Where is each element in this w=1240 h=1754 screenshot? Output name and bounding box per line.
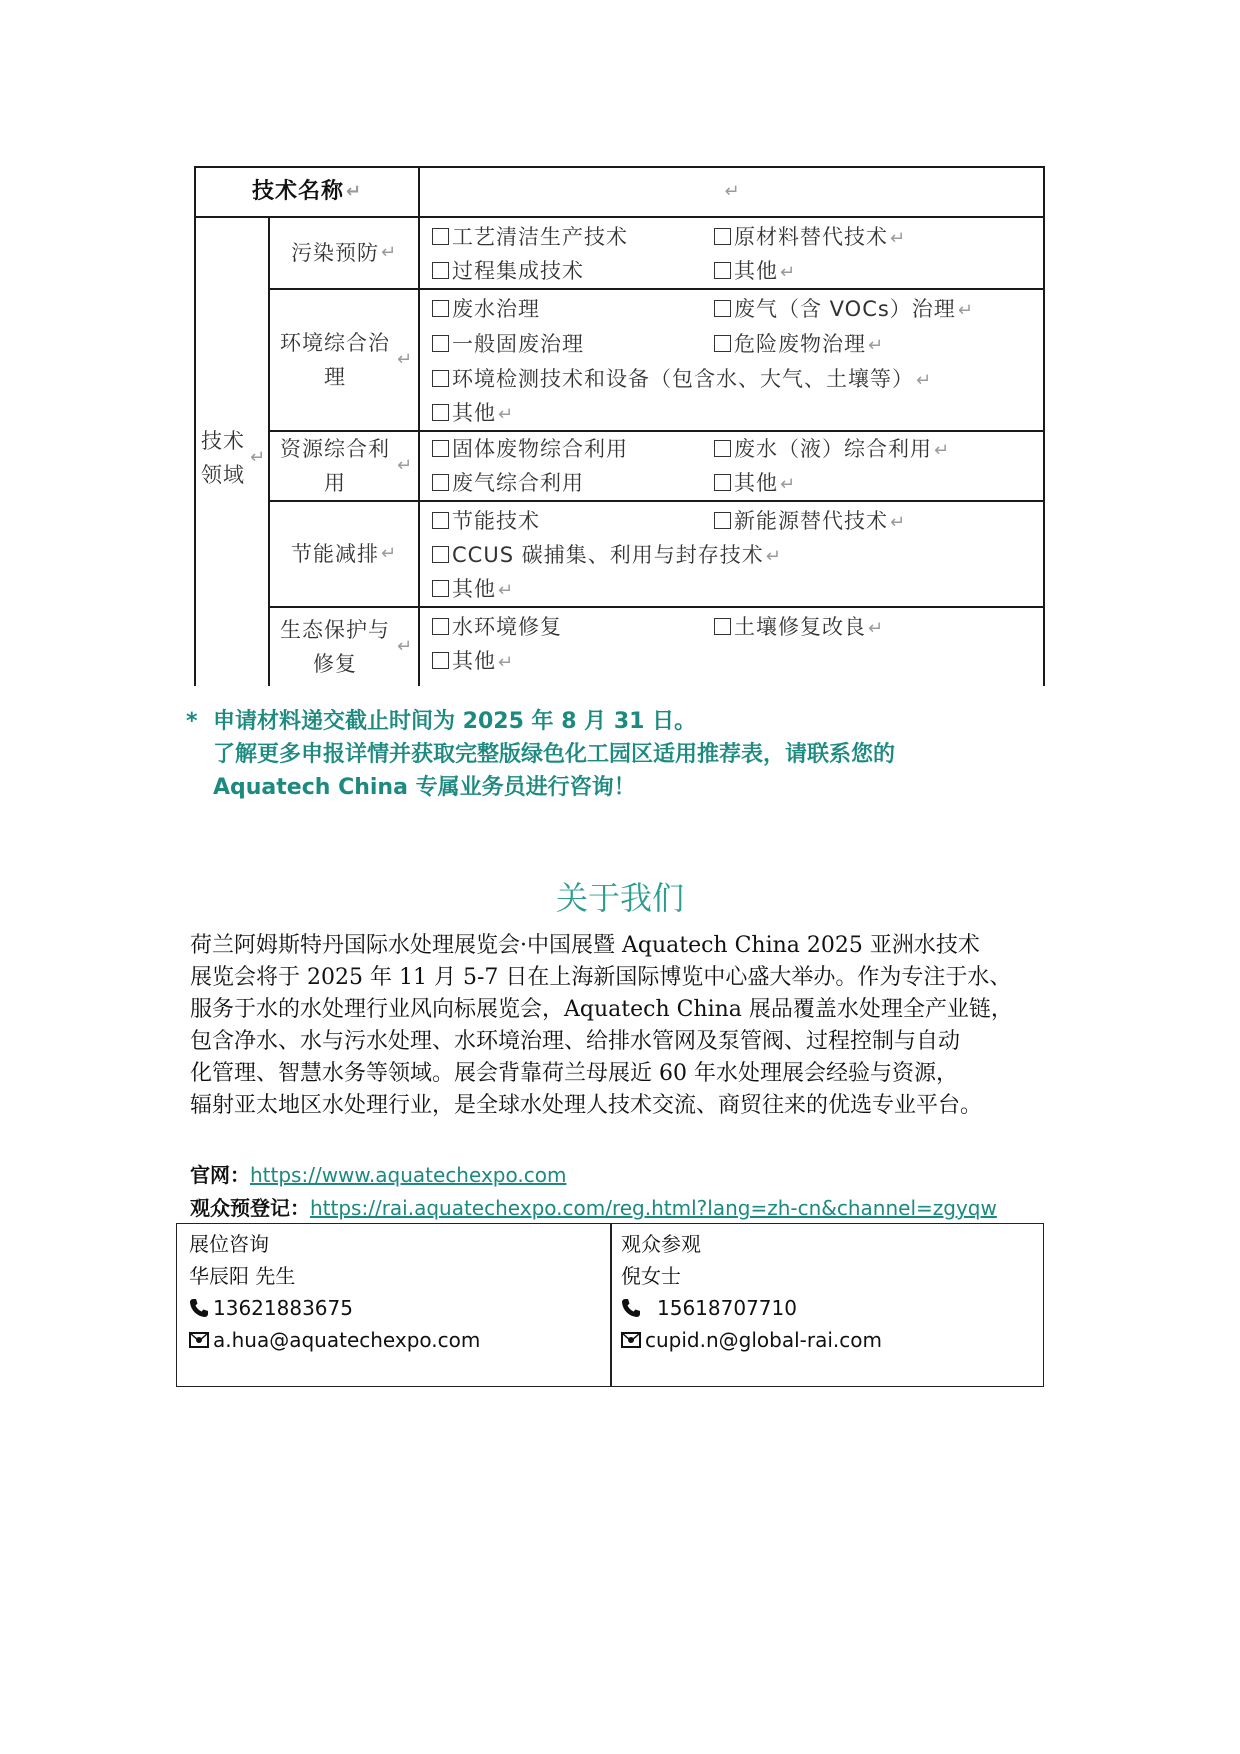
form-rule [418,166,420,686]
checkbox-icon[interactable] [432,228,449,245]
return-mark-icon: ↵ [345,181,363,202]
option-checkbox[interactable] [432,574,514,606]
option-checkbox[interactable] [432,222,628,252]
registration-label: 观众预登记： [190,1196,310,1220]
checkbox-icon[interactable] [432,618,449,635]
option-label: 一般固废治理 [452,332,584,356]
option-checkbox[interactable] [714,256,796,288]
option-label: 废气（含 VOCs）治理 [734,297,956,321]
tech-field-form [194,166,1045,686]
contact-divider [610,1224,612,1386]
option-label: 其他 [734,471,778,495]
row-label-text: 污染预防 [290,241,379,265]
about-paragraph-line: 展览会将于 2025 年 11 月 5-7 日在上海新国际博览中心盛大举办。作为专注于水、 [190,965,1012,990]
return-mark-icon: ↵ [396,349,414,370]
option-label: 过程集成技术 [452,259,584,283]
contact-phone-row [621,1292,882,1324]
return-mark-icon: ↵ [868,618,885,639]
contact-email-row [621,1324,882,1356]
contact-name: 华辰阳 先生 [189,1264,296,1288]
return-mark-icon: ↵ [396,636,414,657]
return-mark-icon: ↵ [249,447,267,468]
return-mark-icon: ↵ [868,335,885,356]
website-link[interactable]: https://www.aquatechexpo.com [250,1163,567,1187]
about-paragraph-line: 荷兰阿姆斯特丹国际水处理展览会·中国展暨 Aquatech China 2025 亚洲水技术 [190,933,980,958]
checkbox-icon[interactable] [432,580,449,597]
checkbox-icon[interactable] [714,228,731,245]
return-mark-icon: ↵ [890,228,907,249]
checkbox-icon[interactable] [432,652,449,669]
row-label-ecology [270,608,418,686]
option-label: 其他 [452,577,496,601]
checkbox-icon[interactable] [714,440,731,457]
option-checkbox[interactable] [714,506,906,538]
tech-name-text: 技术名称 [251,179,344,204]
contact-title: 观众参观 [621,1232,701,1256]
option-checkbox[interactable] [714,468,796,500]
option-checkbox[interactable] [432,468,584,498]
contact-email-row [189,1324,480,1356]
tech-name-value [420,168,1043,216]
registration-link[interactable]: https://rai.aquatechexpo.com/reg.html?lang=zh-cn&channel=zgyqw [310,1196,997,1220]
option-checkbox[interactable] [432,294,540,324]
visitor-contact [621,1228,882,1356]
option-label: 节能技术 [452,509,540,533]
note-asterisk: * [186,709,198,734]
contact-title: 展位咨询 [189,1232,269,1256]
option-label: 土壤修复改良 [734,615,866,639]
checkbox-icon[interactable] [714,335,731,352]
return-mark-icon: ↵ [498,652,515,673]
option-checkbox[interactable] [432,398,514,430]
option-checkbox[interactable] [714,434,950,466]
option-checkbox[interactable] [432,256,584,286]
option-label: 原材料替代技术 [734,225,888,249]
option-label: 其他 [452,401,496,425]
checkbox-icon[interactable] [432,335,449,352]
option-label: 其他 [734,259,778,283]
option-label: CCUS 碳捕集、利用与封存技术 [452,543,764,567]
row-label-text: 节能减排 [290,542,379,566]
checkbox-icon[interactable] [432,440,449,457]
form-rule [1043,166,1045,686]
option-label: 其他 [452,649,496,673]
row-label-resource [270,432,418,500]
option-checkbox[interactable] [714,222,906,254]
row-label-energy [270,502,418,606]
option-label: 环境检测技术和设备（包含水、大气、土壤等） [452,367,914,391]
option-checkbox[interactable] [432,329,584,359]
about-paragraph-line: 化管理、智慧水务等领域。展会背靠荷兰母展近 60 年水处理展会经验与资源， [190,1061,958,1086]
contact-phone[interactable]: 15618707710 [657,1296,797,1320]
checkbox-icon[interactable] [714,474,731,491]
about-paragraph-line: 包含净水、水与污水处理、水环境治理、给排水管网及泵管阀、过程控制与自动 [190,1029,961,1054]
checkbox-icon[interactable] [714,262,731,279]
checkbox-icon[interactable] [432,512,449,529]
contact-email[interactable]: cupid.n@global-rai.com [645,1328,882,1352]
tech-name-label [196,168,418,216]
return-mark-icon: ↵ [498,580,515,601]
checkbox-icon[interactable] [432,404,449,421]
option-label: 危险废物治理 [734,332,866,356]
return-mark-icon: ↵ [916,370,933,391]
option-checkbox[interactable] [432,364,932,396]
row-label-pollution [270,218,418,288]
option-checkbox[interactable] [432,434,628,464]
about-title: 关于我们 [555,879,684,917]
contact-phone[interactable]: 13621883675 [213,1296,353,1320]
return-mark-icon: ↵ [957,300,974,321]
option-label: 工艺清洁生产技术 [452,225,628,249]
option-label: 废水（液）综合利用 [734,437,932,461]
email-icon [621,1330,641,1350]
option-checkbox[interactable] [432,646,514,678]
email-icon [189,1330,209,1350]
contact-phone-row [189,1292,480,1324]
checkbox-icon[interactable] [432,300,449,317]
field-label-text: 技术领域 [200,429,245,487]
option-checkbox[interactable] [432,506,540,536]
return-mark-icon: ↵ [396,455,414,476]
option-checkbox[interactable] [714,329,884,361]
return-mark-icon: ↵ [380,242,398,263]
return-mark-icon: ↵ [780,262,797,283]
return-mark-icon: ↵ [765,546,782,567]
phone-icon [189,1298,209,1318]
option-checkbox[interactable] [432,540,782,572]
checkbox-icon[interactable] [714,300,731,317]
return-mark-icon: ↵ [380,543,398,564]
contact-note-cont: Aquatech China 专属业务员进行咨询！ [213,775,636,800]
contact-name: 倪女士 [621,1264,681,1288]
return-mark-icon: ↵ [724,181,741,202]
checkbox-icon[interactable] [432,474,449,491]
option-label: 废水治理 [452,297,540,321]
contact-table [176,1223,1044,1387]
option-label: 新能源替代技术 [734,509,888,533]
about-paragraph-line: 辐射亚太地区水处理行业，是全球水处理人技术交流、商贸往来的优选专业平台。 [190,1093,983,1118]
field-label [196,418,268,498]
contact-note: 了解更多申报详情并获取完整版绿色化工园区适用推荐表，请联系您的 [213,742,896,767]
row-label-text: 资源综合利用 [279,437,390,495]
option-checkbox[interactable] [432,612,562,642]
return-mark-icon: ↵ [890,512,907,533]
checkbox-icon[interactable] [714,618,731,635]
website-row [190,1160,566,1190]
phone-icon [621,1298,641,1318]
return-mark-icon: ↵ [934,440,951,461]
deadline-note: 申请材料递交截止时间为 2025 年 8 月 31 日。 [213,709,697,734]
row-label-text: 环境综合治理 [279,331,390,389]
booth-inquiry-contact [189,1228,480,1356]
return-mark-icon: ↵ [498,404,515,425]
checkbox-icon[interactable] [714,512,731,529]
checkbox-icon[interactable] [432,370,449,387]
website-label: 官网： [190,1163,250,1187]
about-paragraph-line: 服务于水的水处理行业风向标展览会，Aquatech China 展品覆盖水处理全产业链， [190,997,1013,1022]
checkbox-icon[interactable] [432,262,449,279]
row-label-environment [270,290,418,430]
option-checkbox[interactable] [714,294,974,326]
contact-email[interactable]: a.hua@aquatechexpo.com [213,1328,481,1352]
option-label: 固体废物综合利用 [452,437,628,461]
option-checkbox[interactable] [714,612,884,644]
row-label-text: 生态保护与修复 [279,618,390,676]
registration-row [190,1193,997,1223]
option-label: 废气综合利用 [452,471,584,495]
checkbox-icon[interactable] [432,546,449,563]
option-label: 水环境修复 [452,615,562,639]
return-mark-icon: ↵ [780,474,797,495]
